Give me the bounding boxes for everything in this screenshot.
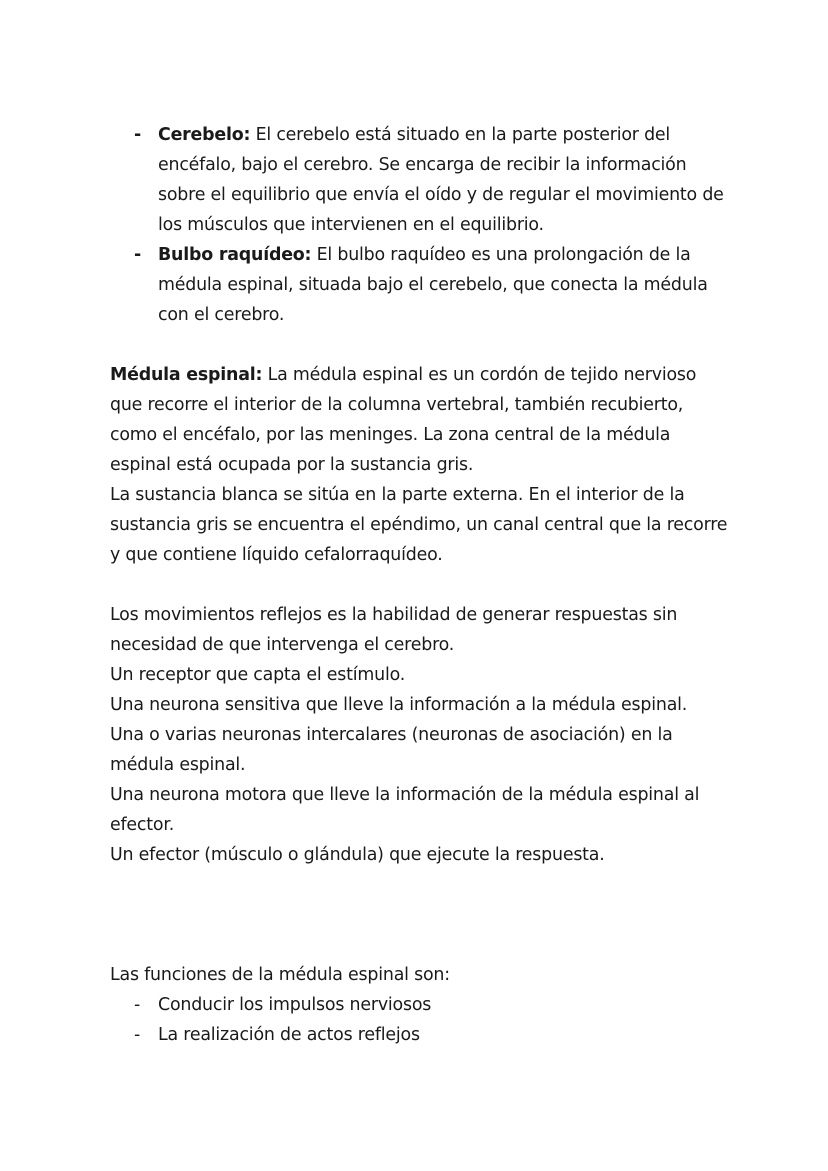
term-medula: Médula espinal: bbox=[110, 365, 263, 385]
text-medula: La médula espinal es un cordón de tejido nervioso que recorre el interior de la columna vertebral, también recubierto, como el encéfalo, por las meninges. La zona central de la médula espinal está ocupada por la sustancia gris. bbox=[110, 365, 697, 475]
reflex-line-sensitiva: Una neurona sensitiva que lleve la información a la médula espinal. bbox=[110, 695, 688, 715]
list-item-bulbo bbox=[110, 240, 730, 330]
paragraph-sustancia: La sustancia blanca se sitúa en la parte externa. En el interior de la sustancia gris se encuentra el epéndimo, un canal central que la recorre y que contiene líquido cefalorraquídeo. bbox=[110, 485, 728, 565]
funciones-list bbox=[110, 990, 730, 1050]
document-body bbox=[110, 120, 730, 1050]
term-bulbo: Bulbo raquídeo: bbox=[158, 245, 312, 265]
funcion-text: Conducir los impulsos nerviosos bbox=[158, 995, 432, 1015]
list-dash: - bbox=[134, 995, 141, 1015]
funcion-text: La realización de actos reflejos bbox=[158, 1025, 420, 1045]
text-bulbo: El bulbo raquídeo es una prolongación de la médula espinal, situada bajo el cerebelo, que conecta la médula con el cerebro. bbox=[158, 245, 708, 325]
list-dash: - bbox=[134, 1025, 141, 1045]
paragraph-medula bbox=[110, 360, 730, 480]
brain-parts-list bbox=[110, 120, 730, 330]
paragraph-reflejos-intro: Los movimientos reflejos es la habilidad de generar respuestas sin necesidad de que intervenga el cerebro. bbox=[110, 605, 678, 655]
reflex-line-receptor: Un receptor que capta el estímulo. bbox=[110, 665, 406, 685]
reflex-line-intercalares: Una o varias neuronas intercalares (neuronas de asociación) en la médula espinal. bbox=[110, 725, 673, 775]
reflex-line-efector: Un efector (músculo o glándula) que ejecute la respuesta. bbox=[110, 845, 605, 865]
list-item-funcion bbox=[110, 990, 730, 1020]
reflex-line-motora: Una neurona motora que lleve la información de la médula espinal al efector. bbox=[110, 785, 700, 835]
term-cerebelo: Cerebelo: bbox=[158, 125, 251, 145]
list-dash: - bbox=[134, 125, 142, 145]
list-item-funcion bbox=[110, 1020, 730, 1050]
paragraph-funciones-intro: Las funciones de la médula espinal son: bbox=[110, 965, 450, 985]
list-item-cerebelo bbox=[110, 120, 730, 240]
list-dash: - bbox=[134, 245, 142, 265]
text-cerebelo: El cerebelo está situado en la parte posterior del encéfalo, bajo el cerebro. Se encarga de recibir la información sobre el equilibrio que envía el oído y de regular el movimiento de los músculos que intervienen en el equilibrio. bbox=[158, 125, 724, 235]
